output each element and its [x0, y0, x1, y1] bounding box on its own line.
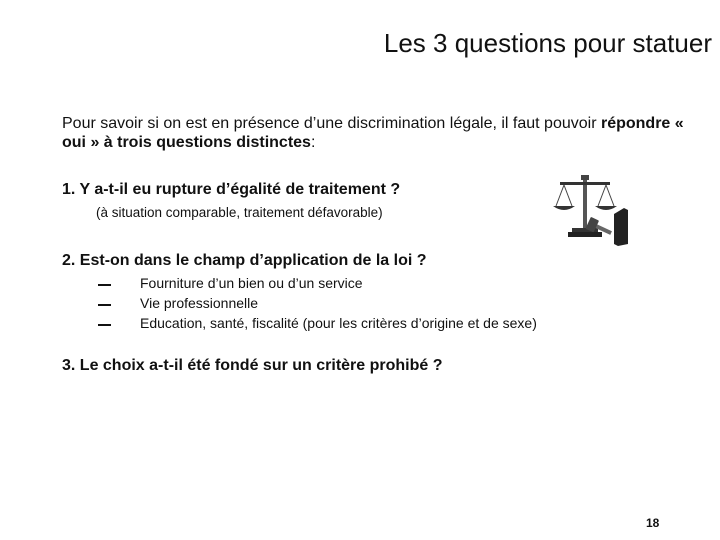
scales-of-justice-gavel-icon — [552, 172, 634, 248]
question-1: 1. Y a-t-il eu rupture d’égalité de traitement ? — [62, 181, 401, 198]
intro-colon: : — [310, 134, 316, 151]
question-2: 2. Est-on dans le champ d’application de la loi ? — [62, 252, 427, 269]
dash-bullet-icon — [98, 324, 111, 326]
dash-bullet-icon — [98, 284, 111, 286]
intro-emphasis: répondre « oui » à trois questions distinctes — [62, 115, 684, 151]
list-item-text: Education, santé, fiscalité (pour les critères d’origine et de sexe) — [140, 315, 537, 331]
slide-title: Les 3 questions pour statuer — [383, 28, 712, 58]
dash-bullet-icon — [98, 304, 111, 306]
question-3: 3. Le choix a-t-il été fondé sur un critère prohibé ? — [62, 357, 443, 374]
list-item-text: Vie professionnelle — [140, 295, 259, 311]
list-item-text: Fourniture d’un bien ou d’un service — [140, 275, 363, 291]
question-1-note: (à situation comparable, traitement défavorable) — [96, 205, 383, 220]
intro-text: Pour savoir si on est en présence d’une discrimination légale, il faut pouvoir — [62, 115, 601, 132]
intro-paragraph — [62, 114, 702, 152]
page-number: 18 — [646, 516, 660, 530]
